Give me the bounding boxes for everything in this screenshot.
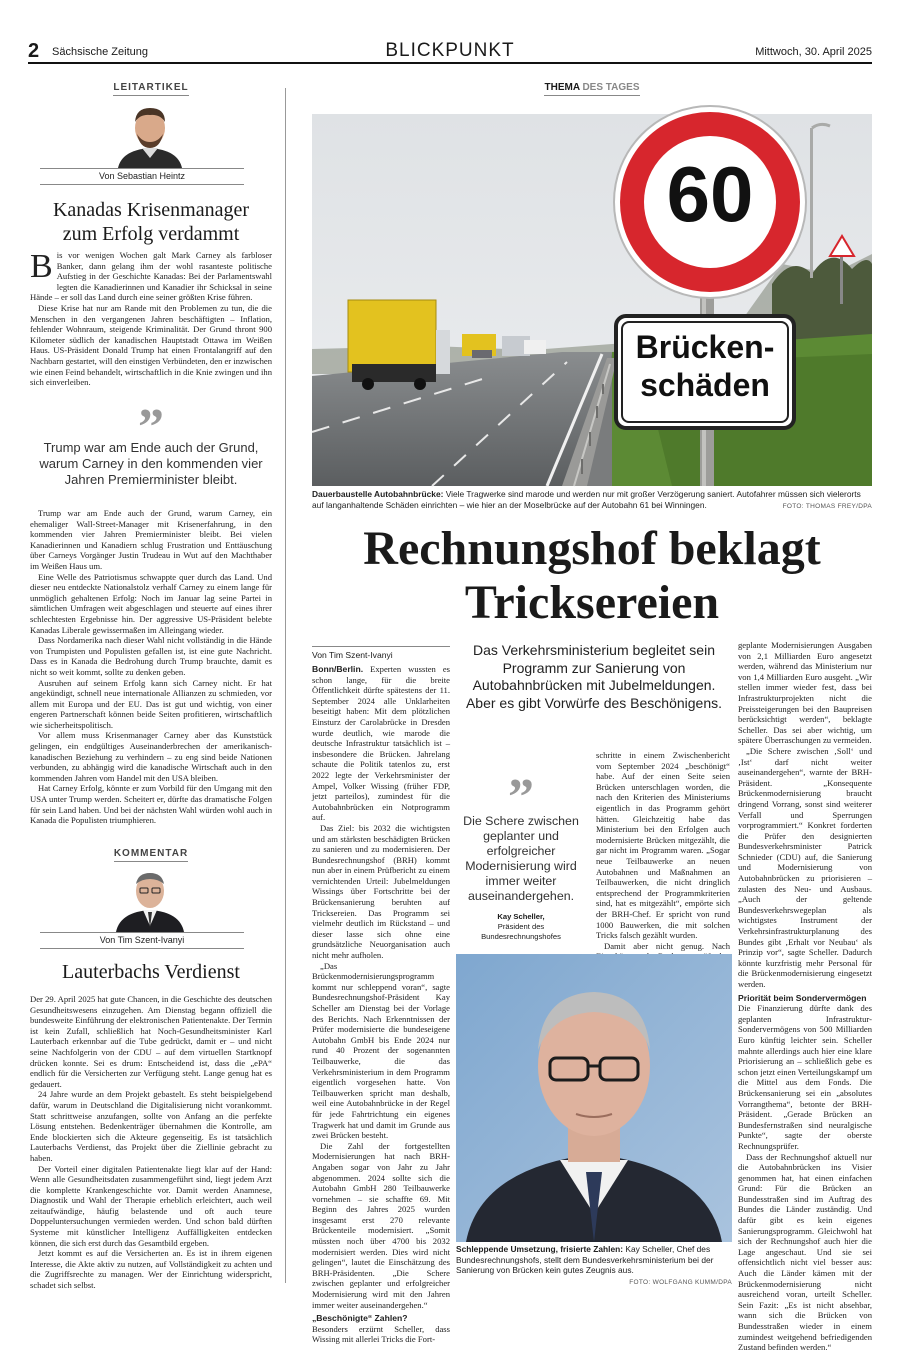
- main-photo: [312, 114, 872, 486]
- sign-text-line1: Brücken-: [635, 329, 775, 365]
- quote-role: Präsident des Bundesrechnungshofes: [481, 922, 561, 941]
- column-divider: [285, 88, 286, 1283]
- kommentar-para: 24 Jahre wurde an dem Projekt gebastelt. Es steht beispielgebend dafür, warum in Deutschland die Digitalisierung nicht vorankommt. Statt schrittweise anzufangen, sollte von Anfang an die perfekte Lösung entstehen. Bedenkenträger übernahmen die Kontrolle, am Ende blockierten sich die Akteure gegenseitig. Es ist tatsächlich Lauterbachs Verdienst, das Projekt über die Ziellinie gebracht zu haben.: [30, 1089, 272, 1163]
- thema-para: geplante Modernisierungen Ausgaben von 2,1 Milliarden Euro angesetzt werden, während das Ministerium nur von 1,4 Milliarden Euro ausgeht. „Wir stellen immer wieder fest, dass bei Infrastrukturprojekten nicht die Preissteigerungen bei den Baupreisen berücksichtigt werden“, beklagte Scheller. Das sei aber wichtig, um spätere Überraschungen zu vermeiden.: [738, 640, 872, 746]
- kommentar-para: Jetzt kommt es auf die Versicherten an. Es ist in ihrem eigenen Interesse, die Akte aktiv zu nutzen, auf Vollständigkeit zu achten und die Zugriffsrechte zu managen. Wer der Einrichtung widerspricht, schadet sich selbst.: [30, 1248, 272, 1291]
- thema-kicker: [312, 82, 872, 93]
- caption-bold: Dauerbaustelle Autobahnbrücke:: [312, 489, 444, 499]
- caption-bold: Schleppende Umsetzung, frisierte Zahlen:: [456, 1244, 624, 1254]
- kommentar-para: Der Vorteil einer digitalen Patientenakte liegt klar auf der Hand: Wenn alle Gesundheitsdaten zusammengeführt sind, liegt jedem Arzt die komplette Krankengeschichte vor. Damit werden Anamnese, Diagnostik und Wahl der Therapie erheblich erleichtert, auch weil zeitaufwändige, häufig belastende und oft auch teure Doppeluntersuchungen vermieden werden. Und schon bald dürften Systeme mit künstlicher Intelligenz Auffälligkeiten entdecken können, die sich erst durch das Gesamtbild ergeben.: [30, 1163, 272, 1248]
- thema-para: Damit aber nicht genug. Nach: [604, 940, 730, 951]
- leitartikel-body-top: [30, 250, 272, 388]
- quote-mark-icon: ”: [138, 399, 164, 456]
- thema-pullquote: Die Schere zwischen geplanter und erfolgreicher Modernisierung wird immer weiter auseinandergehen.: [463, 814, 579, 903]
- main-photo-caption: [312, 489, 872, 512]
- leitartikel-kicker: LEITARTIKEL: [113, 82, 188, 96]
- thema-para: Die Zahl der fortgestellten Modernisierungen hat nach BRH-Angaben sogar von Jahr zu Jahr abgenommen. 2024 sollte sich die Autobahn GmbH 280 Teilbauwerke vornehmen – sie schaffte 69. Mit Beginn des Jahres 2025 wurden insgesamt erst 270 relevante Brückenteile modernisiert. „Somit müssten noch über 4700 bis 2032 modernisiert werden. Dies wird nicht gelingen“, lautet die Einschätzung des BRH-Präsidenten. „Die Schere zwischen geplanter und erfolgreicher Modernisierung wird mit den Jahren immer weiter auseinandergehen.“: [312, 1140, 450, 1310]
- scheller-photo-caption: [456, 1244, 732, 1288]
- leitartikel-para: is vor wenigen Wochen galt Mark Carney als farbloser Banker, dann gelang ihm der wohl rasanteste politische Aufstieg in der Geschichte Kanadas: Bei der Parlamentswahl legten die Kanadierinnen und Kanadier ihr Schicksal in seine Hände – er soll das Land durch eine seiner größten Krise führen.: [30, 250, 272, 303]
- leitartikel-headline: [28, 198, 274, 246]
- thema-subtitle: Priorität beim Sondervermögen: [738, 992, 867, 1003]
- thema-para: Die Finanzierung dürfte dank des geplanten Infrastruktur-Sondervermögens von 500 Milliarden Euro künftig leichter sein. Scheller mahnte allerdings auch hier eine klare Priorisierung an – schließlich gebe es schon jetzt einen Verteilungskampf um die Mittel aus dem Fonds. Die Brückensanierung sei ein „absolutes Vorrangthema“, betonte der BRH-Präsident. „Gerade Brücken an Bundesfernstraßen sind neuralgische Punkte“, sagte der oberste Rechnungsprüfer.: [738, 1003, 872, 1151]
- issue-date: Mittwoch, 30. April 2025: [755, 46, 872, 58]
- divider: [40, 184, 244, 185]
- leitartikel-pullquote: Trump war am Ende auch der Grund, warum Carney in den kommenden vier Jahren Premierminister bleibt.: [39, 440, 263, 487]
- leitartikel-para: Diese Krise hat nur am Rande mit den Problemen zu tun, die die Menschen in den vergangenen Jahren beschäftigten – Inflation, fehlender Wohnraum, steigende Kriminalität. Der Grund thront 900 Kilometer südlich der kanadischen Hauptstadt Ottawa im Weißen Haus. US-Präsident Donald Trump hat einen Frontalangriff auf den Nachbarn gestartet, will den einstigen Verbündeten, den er inzwischen wie einen Feind behandelt, wirtschaftlich in die Knie zwingen und ihn sich einverleiben.: [30, 302, 272, 388]
- thema-para: schritte in einem Zwischenbericht vom September 2024 „beschönigt“ habe. Auf der einen Seite seien Brücken unterschlagen worden, die nach den Kriterien des Ministeriums eigentlich in das Programm gehört hätten. Gleichzeitig habe das Ministerium bei den Erfolgen auch modernisierte Brücken mitgezählt, die gar nicht im Programm waren. „Sogar neue Teilbauwerke an neuen Autobahnen und Maßnahmen an Teilbauwerken, die nicht dringlich entsprechend der Programmkriterien sind, hat es mitgezählt“, empörte sich der BRH-Chef. Er spricht von rund 1000 Bauwerken, die mit solchen Tricks falsch gezählt wurden.: [596, 750, 730, 941]
- section-title: BLICKPUNKT: [385, 40, 515, 61]
- thema-para: Dass der Rechnungshof aktuell nur die Autobahnbrücken ins Visier genommen hat, hat einen einfachen Grund: Für die Brücken an Bundesstraßen sind im Auftrag des Bundes die Länder zuständig. Und dafür gibt es kein eigenes Sanierungsprogramm. Gleichwohl hat sich der Rechnungshof auch hier die Lage angeschaut. Und sie sei offensichtlich nicht viel besser aus: Auch die Länder kämen mit der Brückenmodernisierung nicht ausreichend voran, urteilt Scheller. Sein Fazit: „Es ist nicht absehbar, wann sich die Brücken von Bundesstraßen wieder in einem zumindest weitgehend befriedigenden Zustand befinden werden.“: [738, 1151, 872, 1353]
- divider: [40, 948, 244, 949]
- leitartikel-headline-line2: zum Erfolg verdammt: [62, 223, 240, 245]
- photo-credit: FOTO: THOMAS FREY/DPA: [782, 502, 872, 510]
- leitartikel-para: Hat Carney Erfolg, könnte er zum Vorbild für den Umgang mit den USA unter Trump werden. Scheitert er, dürfte das dramatische Folgen für sein Land haben. Und bei der nächsten Wahl würden wohl auch in Kanada die Populisten triumphieren.: [30, 783, 272, 826]
- caption-text: Viele Tragwerke sind marode und werden nur mit großer Verzögerung saniert. Autofahrer müssen sich vielerorts auf langanhaltende Schäden einrichten – wie hier an der Moselbrücke auf der Autobahn 61 bei Winningen.: [312, 489, 861, 510]
- kommentar-kicker-wrap: [28, 848, 274, 862]
- scheller-photo: [456, 954, 732, 1242]
- kommentar-body: [30, 994, 272, 1291]
- thema-column-1: [312, 664, 450, 1345]
- kommentar-headline: Lauterbachs Verdienst: [62, 961, 240, 983]
- subheadline: Das Verkehrsministerium begleitet sein Programm zur Sanierung von Autobahnbrücken mit Jubelmeldungen. Aber es gibt Vorwürfe des Beschönigens.: [465, 642, 723, 711]
- author-portrait-szent-ivanyi: [110, 868, 190, 932]
- leitartikel-para: Vor allem muss Krisenmanager Carney aber das Kunststück gelingen, ein endgültiges Auseinanderbrechen der amerikanisch-kanadischen Beziehung zu verhindern – zu eng sind beide Nationen verbunden, zu abhängig wird die kanadische Wirtschaft auch in den kommenden Jahren vom Handel mit den USA bleiben.: [30, 730, 272, 783]
- thema-kicker-b: DES TAGES: [579, 82, 640, 93]
- leitartikel-para: Eine Welle des Patriotismus schwappte quer durch das Land. Und dieser neu entdeckte Nationalstolz verhalf Carney zu einem lange für unmöglich gehaltenen Erfolg: Noch im Januar lag seine Partei in sämtlichen Umfragen weit abgeschlagen und steuerte auf eines ihrer schlechtesten Ergebnisse hin. Der aggressive US-Präsident belebte Kanadas Liberale gewissermaßen im Alleingang wieder.: [30, 571, 272, 635]
- quote-attribution: [458, 912, 584, 942]
- main-headline-line2: Tricksereien: [464, 576, 720, 629]
- sign-text-line2: schäden: [640, 367, 770, 403]
- kommentar-kicker: KOMMENTAR: [114, 848, 188, 862]
- thema-column-3: [738, 640, 872, 1353]
- kommentar-para: Der 29. April 2025 hat gute Chancen, in die Geschichte des deutschen Gesundheitswesens einzugehen. Am Dienstag begann offiziell die bundesweite Einführung der elektronischen Patientenakte. Der Termin ist kein Zufall, schließlich hat Noch-Gesundheitsminister Karl Lauterbach erkennbar auf die Tube gedrückt, damit er – und nicht seine Nachfolgerin von der CDU – auf dem virtuellen Startknopf drücken konnte. Sei es drum: Entscheidend ist, dass die „ePA“ endlich für die Versicherten zur Verfügung steht. Lange genug hat es gedauert.: [30, 994, 272, 1089]
- quote-mark-icon: ”: [508, 769, 534, 826]
- header-rule: [28, 62, 872, 64]
- divider: [312, 646, 450, 647]
- leitartikel-byline: Von Sebastian Heintz: [98, 171, 186, 181]
- leitartikel-headline-line1: Kanadas Krisenmanager: [52, 199, 250, 221]
- speed-limit-number: 60: [666, 150, 754, 238]
- main-headline-line1: Rechnungshof beklagt: [363, 522, 821, 575]
- thema-para: Experten wussten es schon lange, für die breite Öffentlichkeit dürfte spätestens der 11. September 2024 alle Unklarheiten beseitigt haben: Mit dem plötzlichen Einsturz der Carolabrücke in Dresden wurde deutlich, wie marode die deutsche Infrastruktur tatsächlich ist – insbesondere die Brücken. Jahrelang schaute die Politik tatenlos zu, erst 2022 legte der Verkehrsminister der Ampel, Volker Wissing (früher FDP, jetzt parteilos), zumindest für die Autobahnbrücken ein Notprogramm auf.: [312, 664, 450, 823]
- author-portrait-heintz: [110, 104, 190, 168]
- thema-para: Besonders erzürnt Scheller, dass Wissing mit allerlei Tricks die Fort-: [312, 1323, 450, 1345]
- caption-text: Kay Scheller, Chef des Bundesrechnungshofs, stellt dem Bundesverkehrsministerium bei der Sanierung von Brücken kein gutes Zeugnis aus.: [456, 1244, 714, 1275]
- dropcap: B: [30, 248, 53, 285]
- thema-kicker-a: THEMA: [544, 82, 580, 93]
- divider: [40, 168, 244, 169]
- photo-credit: FOTO: WOLFGANG KUMM/DPA: [629, 1278, 732, 1286]
- thema-subtitle: „Beschönigte“ Zahlen?: [312, 1313, 408, 1324]
- sign-text: [616, 328, 794, 404]
- main-headline: [312, 522, 872, 630]
- thema-para: „Die Schere zwischen ‚Soll‘ und ‚Ist‘ darf nicht weiter auseinandergehen“, warnte der BRH-Präsident. „Konsequente Brückenmodernisierung braucht dringend Vorrang, sonst sind weiterer Verfall und Sperrungen vorprogrammiert.“ Konkret forderten die Prüfer den designierten Bundesverkehrsminister Patrick Schnieder (CDU) auf, die Sanierung und Modernisierung von Autobahnbrücken zu priorisieren – zulasten des Neu- und Ausbaus. „Auch der geltende Bundesverkehrswegeplan als wichtigstes Instrument der Verkehrsinfrastrukturplanung des Bundes gibt ‚Erhalt vor Neubau‘ als Prinzip vor“, sagte Scheller. Dadurch könnte kurzfristig mehr Personal für die Brückenmodernisierung eingesetzt werden.: [738, 745, 872, 989]
- thema-para: „Das Brückenmodernisierungsprogramm kommt nur schleppend voran“, sagte Bundesrechnungshof-Präsident Kay Scheller am Dienstag bei der Vorlage des Berichts. Nach Erkenntnissen der Prüfer modernisierte die bundeseigene Autobahn GmbH bis Ende 2024 nur rund 40 Prozent der sogenannten Teilbauwerke, die das Verkehrsministerium in dem Programm eigentlich vorgesehen hatte. Von Teilbauwerken spricht man deshalb, weil eine Autobahnbrücke in der Regel für jede Fahrtrichtung ein eigenes Tragwerk hat und damit im Grunde aus zwei Brücken besteht.: [312, 960, 450, 1141]
- leitartikel-para: Ausruhen auf seinem Erfolg kann sich Carney nicht. Er hat angekündigt, schnell neue internationale Allianzen zu schmieden, vor allem mit Europa und der EU. Das ist gut und wichtig, von einer engeren Partnerschaft können beide Seiten profitieren, wirtschaftlich wie sicherheitspolitisch.: [30, 677, 272, 730]
- divider: [40, 932, 244, 933]
- leitartikel-kicker-wrap: [28, 82, 274, 96]
- thema-para: Das Ziel: bis 2032 die wichtigsten und am stärksten beschädigten Brücken zu sanieren und zu modernisieren. Der Bundesrechnungshof (BRH) kommt nun aber in einem Prüfbericht zu einem vernichtenden Urteil: Jubelmeldungen Wissings über Fortschritte bei der Brückensanierung beruhten auf Tricksereien. Das Programm sei vielmehr deutlich im Rückstand – und dieser lasse sich ohne eine grundsätzliche Neuorganisation auch nicht mehr aufholen.: [312, 822, 450, 961]
- page-number: 2: [28, 40, 40, 62]
- quote-author: Kay Scheller,: [497, 912, 545, 921]
- leitartikel-para: Dass Nordamerika nach dieser Wahl nicht vollständig in die Hände von Trumpisten und Populisten gefallen ist, ist eine gute Nachricht. Dass es in Kanada die Bedrohung durch Trump brauchte, damit es nicht so weit kommt, sollte zu denken geben.: [30, 635, 272, 677]
- publication-name: Sächsische Zeitung: [52, 46, 148, 58]
- dateline: Bonn/Berlin.: [312, 664, 364, 674]
- kommentar-byline: Von Tim Szent-Ivanyi: [99, 935, 185, 945]
- leitartikel-body-bottom: [30, 508, 272, 826]
- leitartikel-para: Trump war am Ende auch der Grund, warum Carney, ein ehemaliger Wall-Street-Manager mit Krisenerfahrung, in den kommenden vier Jahren Premierminister bleibt. Bei vielen Kanadierinnen und Kanadiern schlug Frustration und Enttäuschung über Carneys Vorgänger Justin Trudeau in Wut auf den Machthaber im Weißen Haus um.: [30, 508, 272, 571]
- thema-byline: Von Tim Szent-Ivanyi: [312, 650, 393, 660]
